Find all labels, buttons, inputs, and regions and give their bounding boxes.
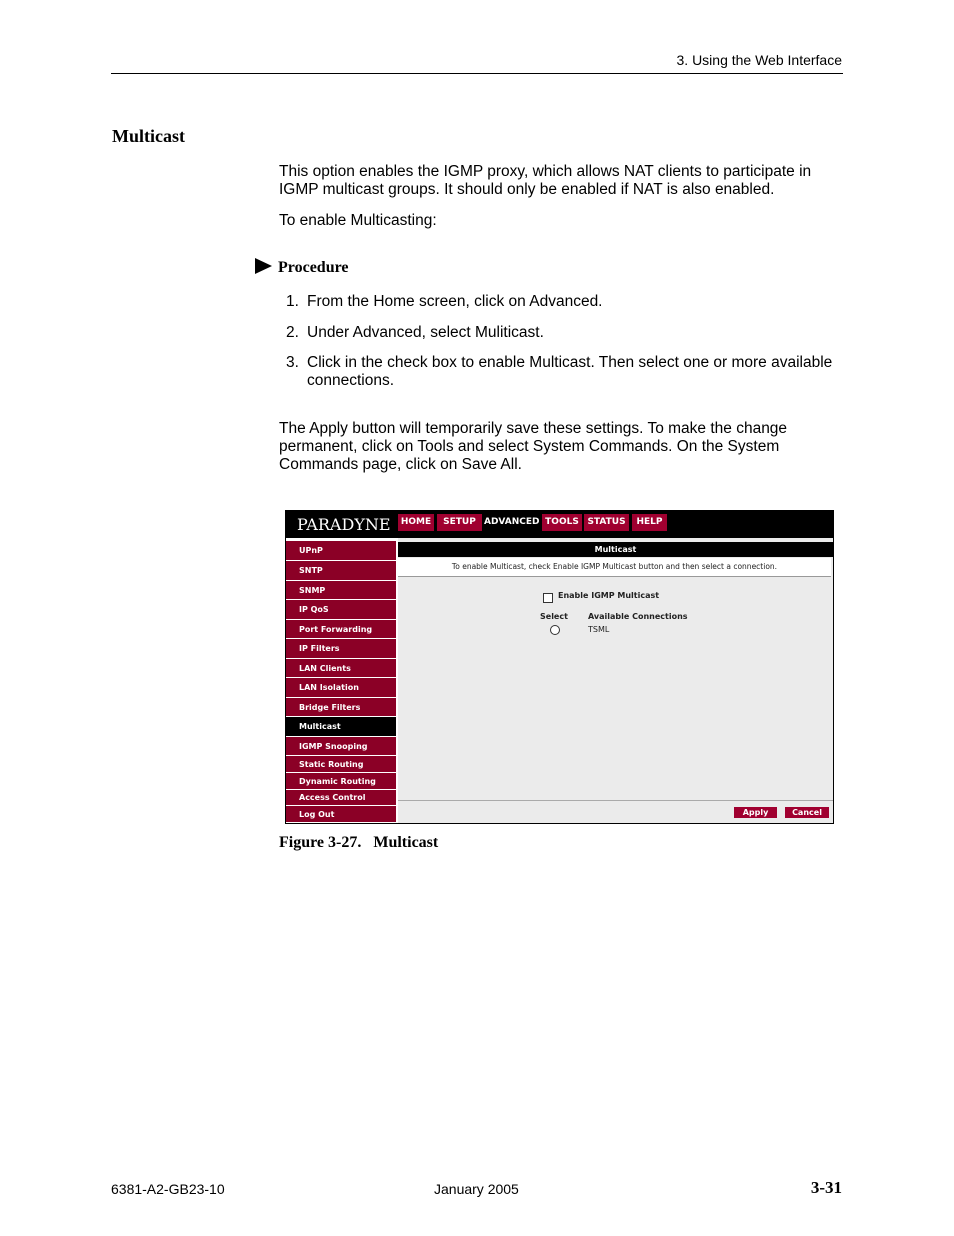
sidebar-item-lan-clients[interactable]: LAN Clients — [286, 659, 396, 678]
connection-radio[interactable] — [550, 625, 560, 635]
nav-tab-setup[interactable]: SETUP — [437, 514, 482, 531]
step-number: 3. — [286, 354, 299, 371]
panel-description: To enable Multicast, check Enable IGMP Multicast button and then select a connection. — [398, 558, 831, 577]
sidebar-item-dynamic-routing[interactable]: Dynamic Routing — [286, 773, 396, 790]
figure-screenshot — [285, 510, 834, 824]
connections-column-header: Available Connections — [588, 612, 688, 621]
sidebar-item-access-control[interactable]: Access Control — [286, 790, 396, 806]
nav-tab-status[interactable]: STATUS — [584, 514, 629, 531]
section-title: Multicast — [112, 126, 185, 146]
sidebar-item-ip-qos[interactable]: IP QoS — [286, 600, 396, 620]
nav-tab-home[interactable]: HOME — [398, 514, 434, 531]
doc-number: 6381-A2-GB23-10 — [111, 1181, 225, 1197]
sidebar-item-log-out[interactable]: Log Out — [286, 806, 396, 823]
sidebar-item-port-forwarding[interactable]: Port Forwarding — [286, 620, 396, 639]
sidebar-item-bridge-filters[interactable]: Bridge Filters — [286, 698, 396, 717]
sidebar-item-static-routing[interactable]: Static Routing — [286, 756, 396, 773]
bottom-divider — [398, 800, 833, 801]
sidebar-item-snmp[interactable]: SNMP — [286, 581, 396, 600]
sidebar-item-ip-filters[interactable]: IP Filters — [286, 639, 396, 659]
nav-tab-tools[interactable]: TOOLS — [542, 514, 582, 531]
top-bar — [286, 511, 833, 538]
sidebar-item-multicast[interactable]: Multicast — [286, 717, 396, 737]
procedure-step — [286, 354, 841, 390]
paradyne-logo: PARADYNE — [297, 515, 391, 534]
sidebar-item-upnp[interactable]: UPnP — [286, 541, 396, 561]
step-text: Under Advanced, select Muliticast. — [307, 324, 544, 341]
content-panel — [398, 538, 833, 823]
step-text: From the Home screen, click on Advanced. — [307, 293, 603, 310]
procedure-step — [286, 293, 841, 311]
sidebar-item-lan-isolation[interactable]: LAN Isolation — [286, 678, 396, 698]
arrow-right-icon — [255, 258, 272, 274]
figure-caption: Figure 3-27. Multicast — [279, 834, 439, 851]
connection-name: TSML — [588, 625, 610, 634]
sidebar — [286, 538, 397, 823]
header-rule — [111, 73, 843, 74]
enable-igmp-label: Enable IGMP Multicast — [558, 591, 660, 600]
nav-tab-advanced[interactable]: ADVANCED — [484, 514, 538, 531]
running-header: 3. Using the Web Interface — [676, 52, 842, 68]
publication-date: January 2005 — [434, 1181, 519, 1197]
page-number: 3-31 — [810, 1178, 842, 1197]
procedure-heading — [255, 258, 349, 277]
step-text: Click in the check box to enable Multicast. Then select one or more available connections. — [307, 354, 833, 389]
lead-paragraph: To enable Multicasting: — [279, 212, 437, 229]
procedure-heading-text: Procedure — [278, 259, 349, 276]
cancel-button[interactable]: Cancel — [785, 807, 829, 818]
sidebar-item-sntp[interactable]: SNTP — [286, 561, 396, 581]
select-column-header: Select — [540, 612, 568, 621]
nav-tab-help[interactable]: HELP — [632, 514, 667, 531]
step-number: 1. — [286, 293, 299, 310]
sidebar-item-igmp-snooping[interactable]: IGMP Snooping — [286, 737, 396, 756]
panel-title: Multicast — [398, 542, 833, 557]
apply-button[interactable]: Apply — [734, 807, 777, 818]
enable-igmp-checkbox[interactable] — [543, 593, 553, 603]
procedure-step — [286, 324, 841, 342]
intro-paragraph: This option enables the IGMP proxy, which allows NAT clients to participate in IGMP multicast groups. It should only be enabled if NAT is also enabled. — [279, 163, 812, 198]
step-number: 2. — [286, 324, 299, 341]
note-paragraph: The Apply button will temporarily save these settings. To make the change permanent, click on Tools and select System Commands. On the System Commands page, click on Save All. — [279, 420, 788, 473]
